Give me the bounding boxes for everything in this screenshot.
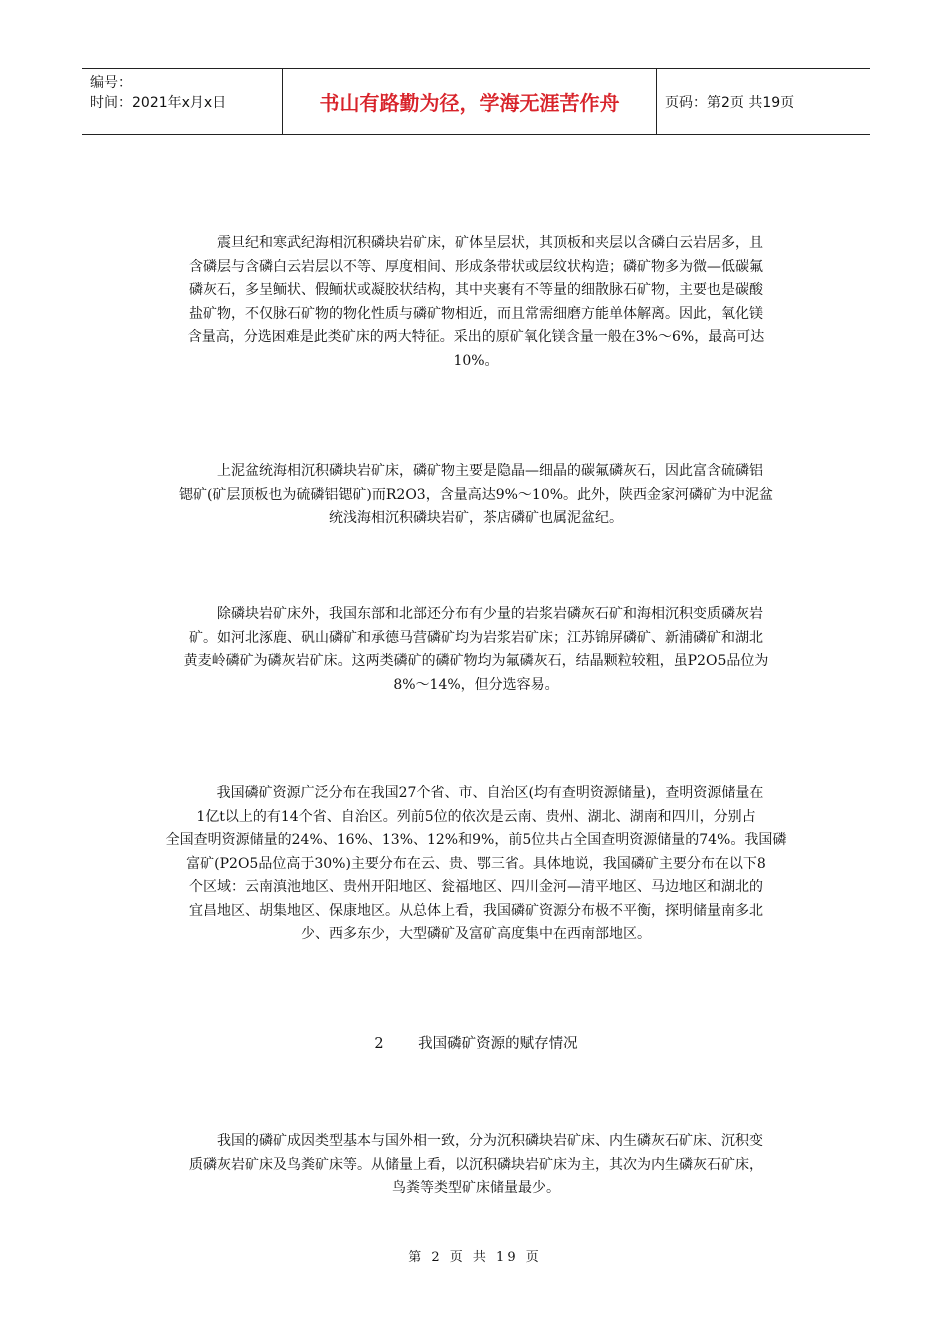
paragraph-line: 矿。如河北涿鹿、矾山磷矿和承德马营磷矿均为岩浆岩矿床；江苏锦屏磷矿、新浦磷矿和湖北 [189,629,763,646]
section-title: 我国磷矿资源的赋存情况 [418,1036,578,1052]
paragraph-line: 除磷块岩矿床外，我国东部和北部还分布有少量的岩浆岩磷灰石矿和海相沉积变质磷灰岩 [189,606,763,622]
paragraph-line: 富矿(P2O5品位高于30%)主要分布在云、贵、鄂三省。具体地说，我国磷矿主要分布在以下8 [186,855,766,872]
paragraph-line: 磷灰石，多呈鲕状、假鲕状或凝胶状结构，其中夹裹有不等量的细散脉石矿物，主要也是碳酸 [189,282,763,298]
paragraph-2 [146,460,806,531]
paragraph-line: 黄麦岭磷矿为磷灰岩矿床。这两类磷矿的磷矿物均为氟磷灰石，结晶颗粒较粗，虽P2O5品位为 [183,653,769,669]
header-meta [82,69,282,134]
header-page-info: 页码：第2页 共19页 [665,94,795,111]
paragraph-line: 个区域：云南滇池地区、贵州开阳地区、瓮福地区、四川金河—清平地区、马边地区和湖北的 [189,879,763,895]
paragraph-line: 锶矿(矿层顶板也为硫磷铝锶矿)而R2O3，含量高达9%～10%。此外，陕西金家河磷矿为中泥盆 [178,486,774,503]
paragraph-line: 含量高，分选困难是此类矿床的两大特征。采出的原矿氧化镁含量一般在3%～6%，最高可达 [187,329,765,345]
paragraph-line: 全国查明资源储量的24%、16%、13%、12%和9%，前5位共占全国查明资源储量的74%。我国磷 [165,832,787,848]
document-number-label: 编号： [90,75,132,91]
section-number: 2 [374,1036,384,1052]
paragraph-line: 少、西多东少，大型磷矿及富矿高度集中在西南部地区。 [301,926,651,942]
paragraph-line: 上泥盆统海相沉积磷块岩矿床，磷矿物主要是隐晶—细晶的碳氟磷灰石，因此富含硫磷铝 [189,463,763,479]
paragraph-4 [146,782,806,947]
paragraph-line: 震旦纪和寒武纪海相沉积磷块岩矿床，矿体呈层状，其顶板和夹层以含磷白云岩居多，且 [189,235,763,251]
paragraph-line: 10%。 [453,352,499,369]
header-motto: 书山有路勤为径，学海无涯苦作舟 [282,69,657,134]
section-heading [146,1032,806,1053]
page-header [82,68,870,135]
paragraph-line: 8%～14%，但分选容易。 [393,676,559,693]
paragraph-line: 鸟粪等类型矿床储量最少。 [392,1180,560,1196]
paragraph-line: 统浅海相沉积磷块岩矿，茶店磷矿也属泥盆纪。 [329,510,623,526]
paragraph-5 [146,1130,806,1201]
page-footer: 第 2 页 共 19 页 [408,1250,542,1265]
paragraph-line: 盐矿物，不仅脉石矿物的物化性质与磷矿物相近，而且常需细磨方能单体解离。因此，氧化镁 [189,305,763,322]
paragraph-1 [146,232,806,373]
document-time: 时间：2021年x月x日 [90,95,227,111]
paragraph-line: 含磷层与含磷白云岩层以不等、厚度相间、形成条带状或层纹状构造；磷矿物多为微—低碳氟 [189,258,763,275]
paragraph-3 [146,603,806,697]
paragraph-line: 宜昌地区、胡集地区、保康地区。从总体上看，我国磷矿资源分布极不平衡，探明储量南多北 [189,902,763,919]
paragraph-line: 1亿t以上的有14个省、自治区。列前5位的依次是云南、贵州、湖北、湖南和四川，分别占 [196,808,756,825]
paragraph-line: 质磷灰岩矿床及鸟粪矿床等。从储量上看，以沉积磷块岩矿床为主，其次为内生磷灰石矿床， [189,1156,763,1173]
paragraph-line: 我国磷矿资源广泛分布在我国27个省、市、自治区(均有查明资源储量)，查明资源储量在 [188,785,764,801]
paragraph-line: 我国的磷矿成因类型基本与国外相一致，分为沉积磷块岩矿床、内生磷灰石矿床、沉积变 [189,1133,763,1149]
